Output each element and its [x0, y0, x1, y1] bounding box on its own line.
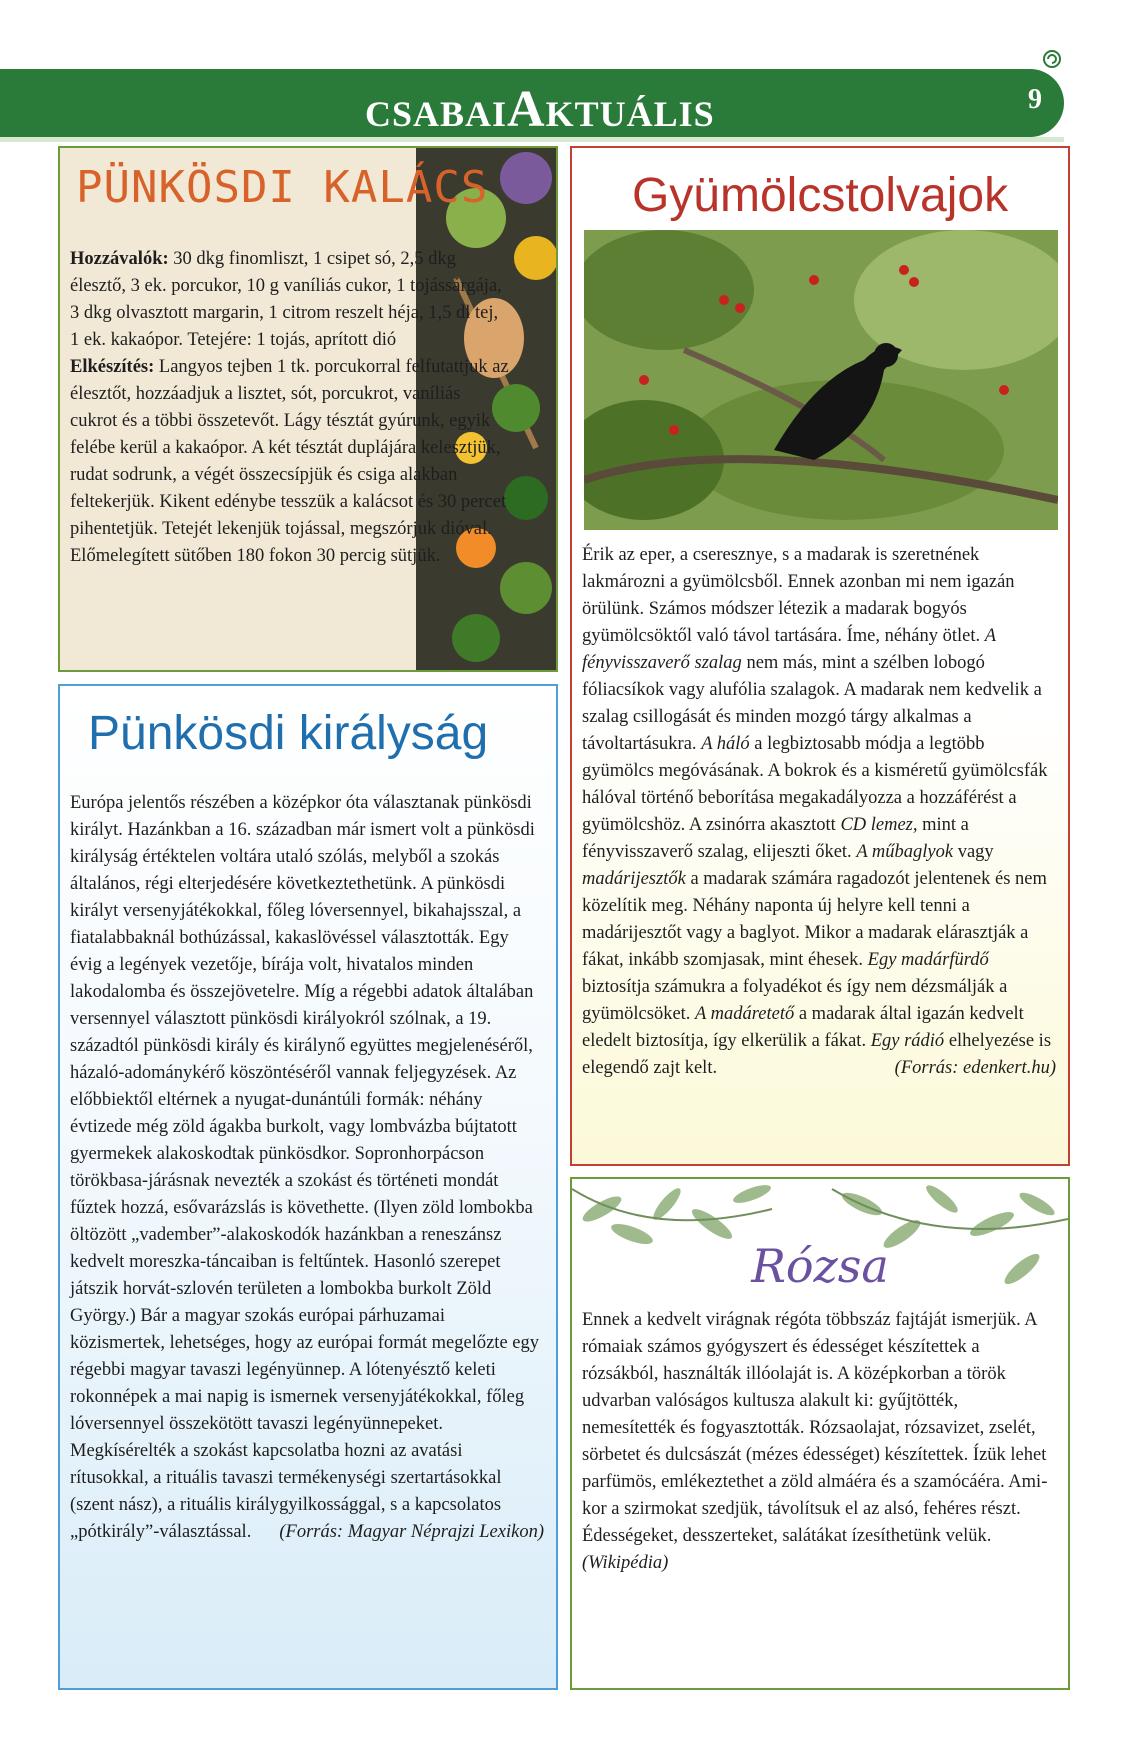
- article-rozsa: [570, 1177, 1070, 1690]
- text-run: vagy: [953, 842, 994, 862]
- article-kiralysag: [58, 684, 558, 1690]
- italic-term: A madáretető: [695, 1004, 795, 1024]
- text-run: biztosítja számukra a folyadékot és így nem dézsmálják a gyümölcsöket.: [582, 977, 1008, 1024]
- ingredients-label: Hozzávalók:: [70, 249, 169, 269]
- article-body: [582, 1307, 1056, 1577]
- recipe-title: PÜNKÖSDI KALÁCS: [76, 162, 489, 213]
- article-body: [70, 790, 544, 1546]
- text-run: mint a fényvisszaverő szalag, elijeszti őket.: [582, 815, 969, 862]
- italic-term: A fényvisszaverő szalag: [582, 626, 996, 673]
- italic-term: A műbaglyok: [856, 842, 954, 862]
- recipe-text: [70, 246, 510, 570]
- text-run: elhelyezése is elegendő zajt kelt.: [582, 1031, 1052, 1078]
- italic-term: Egy madárfürdő: [867, 950, 989, 970]
- masthead: [365, 80, 715, 139]
- text-run: Érik az eper, a cseresznye, s a madarak is szeretnének lakmározni a gyümölcsből. Ennek azonban mi nem igazán örülünk. Számos módszer létezik a madarak bogyós gyümölcsöktől való távol tartására. Íme, néhány ötlet.: [582, 545, 1015, 646]
- page-number: 9: [1028, 84, 1042, 115]
- method-text: Langyos tejben 1 tk. porcukorral felfutattjuk az élesztőt, hozzáadjuk a lisztet, sót, porcukrot, vaníliás cukrot és a többi összetevőt. Lágy tésztát gyúrunk, egyik felébe kerül a kakaópor. A két tésztát duplájára kelesztjük, rudat sodrunk, a végét összecsípjük és csiga alakban feltekerjük. Kikent edénybe tesszük a kalácsot és 30 percet pihentetjük. Tetejét lekenjük tojással, megszórjuk dióval. Előmelegített sütőben 180 fokon 30 percig sütjük.: [70, 357, 509, 566]
- masthead-part3: KTUÁLIS: [545, 94, 715, 134]
- article-source: (Forrás: edenkert.hu): [894, 1058, 1056, 1078]
- recipe-box: [58, 146, 558, 672]
- article-body: [582, 542, 1056, 1082]
- italic-term: A háló: [701, 734, 750, 754]
- method-label: Elkészítés:: [70, 357, 155, 377]
- ingredients-text: 30 dkg finomliszt, 1 csipet só, 2,5 dkg élesztő, 3 ek. porcukor, 10 g vaníliás cukor, 1 tojássárgája, 3 dkg olvasztott margarin, 1 citrom reszelt héja, 1,5 dl tej, 1 ek. kakaópor. Tetejére: 1 tojás, aprított dió: [70, 249, 502, 350]
- article-source: (Forrás: Magyar Néprajzi Lexikon): [279, 1522, 544, 1542]
- article-source: (Wikipédia): [582, 1553, 669, 1573]
- text-run: nem más, mint a szélben lobogó fóliacsíkok vagy alufólia szalagok. A madarak nem kedvelik a szalag csillogását és minden mozgó tárgy alkalmas a távoltartásukra.: [582, 653, 1042, 754]
- swirl-icon: [1041, 48, 1063, 70]
- article-text: Ennek a kedvelt virágnak régóta többszáz fajtáját ismerjük. A rómaiak számos gyógyszert és édességet készítettek a rózsákból, használták illóolaját is. A középkorban a török udvarban valóságos kultusza alakult ki: gyűjtötték, nemesítették és fogyasztották. Rózsaolajat, rózsavizet, zselét, sörbetet és dulcsászát (mézes édességet) készítettek. Ízük lehet parfümös, emlékeztethet a zöld almáéra és a szamócáéra. Amikor a szirmokat szedjük, távolítsuk el az alsó, fehéres részt. Édességeket, desszerteket, salátákat ízesíthetünk velük.: [582, 1310, 1048, 1546]
- text-run: a madarak által igazán kedvelt eledelt biztosítja, így elkerülik a fákat.: [582, 1004, 1024, 1051]
- italic-term: madárijesztők: [582, 869, 686, 889]
- article-text: Európa jelentős részében a középkor óta választanak pünkösdi királyt. Hazánkban a 16. században már ismert volt a pünkösdi királyság értéktelen voltára utaló szólás, melyből a szokás általános, régi elterjedésére következtethetünk. A pünkösdi királyt versenyjátékokkal, főleg lóversennyel, bikahajsszal, a fiatalabbaknál bothúzással, kakaslövéssel választották. Egy évig a legények vezetője, bírája volt, hivatalos minden lakodalomba és összejövetelre. Míg a régebbi adatok általában versennyel választott pünkösdi királyokról szólnak, a 19. századtól pünkösdi király és királynő együttes megjelenéséről, házaló-adománykérő köszöntéséről vannak feljegyzések. Az előbbiektől eltérnek a nyugat-dunántúli formák: néhány évtizede még zöld ágakba burkolt, vagy lombvázba bújtatott gyermekek alakoskodtak pünkösdkor. Sopronhorpácson törökbasa-járásnak nevezték a szokást és történeti mondát fűztek hozzá, esővarázslás is követhette. (Ilyen zöld lombokba öltözött „vadember”-alakoskodók hazánkban a reneszánsz kedvelt moreszka-táncaiban is feltűntek. Hasonló szerepet játszik horvát-szlovén területen a lombokba burkolt Zöld György.) Bár a magyar szokás európai párhuzamai közismertek, lehetséges, hogy az európai formát megelőzte egy régebbi magyar tavaszi legényünnep. A lótenyésztő keleti rokonnépek a mai napig is ismernek versenyjátékokkal, főleg lóversennyel összekötött tavaszi legényünnepeket. Megkísérelték a szokást kapcsolatba hozni az avatási rítusokkal, a rituális tavaszi termékenységi szertartásokkal (szent nász), a rituális királygyilkossággal, s a kapcsolatos „pótkirály”-választással.: [70, 793, 539, 1542]
- text-run: a legbiztosabb módja a legtöbb gyümölcs megóvásának. A bokrok és a kisméretű gyümölcsfák hálóval történő beborítása megakadályozza a hozzáférést a gyümölcshöz. A zsinórra akasztott: [582, 734, 1048, 835]
- text-run: a madarak számára ragadozót jelentenek és nem közelítik meg. Néhány naponta új helyre kell tenni a madárijesztőt vagy a baglyot. Mikor a madarak elárasztják a fákat, inkább szomjasak, mint éhesek.: [582, 869, 1047, 970]
- article-title: Gyümölcstolvajok: [631, 169, 1009, 222]
- article-title: Pünkösdi királyság: [88, 707, 489, 760]
- article-gyumolcs: [570, 146, 1070, 1166]
- italic-term: Egy rádió: [870, 1031, 945, 1051]
- article-title: Rózsa: [751, 1239, 889, 1293]
- crow-in-cherry-tree-photo: [584, 230, 1058, 530]
- italic-term: CD lemez,: [840, 815, 918, 835]
- masthead-part2: A: [507, 81, 546, 138]
- masthead-part1: CSABAI: [365, 94, 508, 134]
